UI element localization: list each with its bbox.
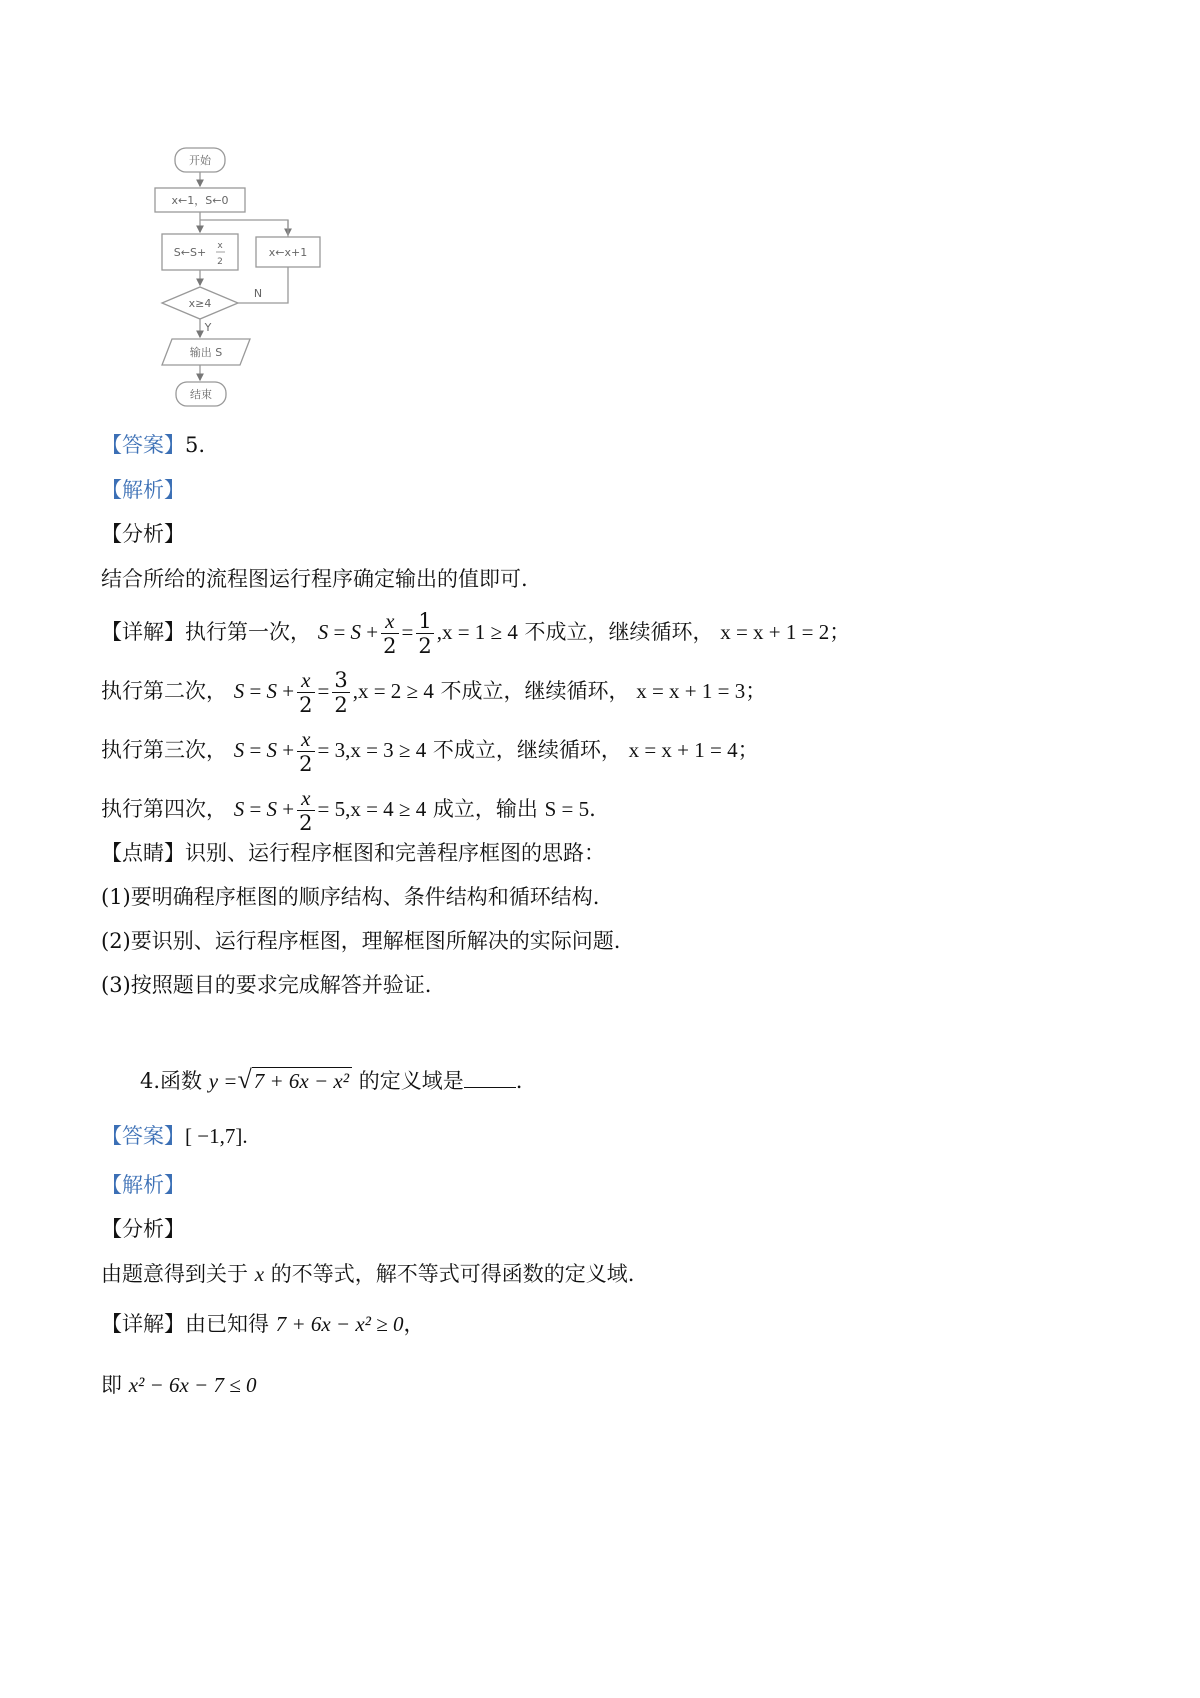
flow-increment-label: x←x+1 [268,246,308,259]
q4-suffix: 的定义域是 [358,1069,464,1093]
step-update: x = x + 1 = 3 [636,679,746,703]
q3-analysis-text: 结合所给的流程图运行程序确定输出的值即可. [101,567,528,591]
detail-end: ， [403,1312,425,1336]
flowchart [150,140,350,430]
flow-output-label: 输出 S [189,346,223,359]
answer-value: [ −1,7]. [185,1124,248,1148]
step-result-num: 3 [334,668,348,692]
q4-number: 4.函数 [140,1069,203,1093]
q3-point-2: (2)要识别、运行程序框图，理解框图所解决的实际问题. [101,929,621,953]
flow-yes-label: Y [204,321,212,334]
flow-end-label: 结束 [190,388,212,401]
step-end: ； [737,738,759,762]
step-mid: 成立，输出 [432,797,538,821]
q4-question: 4.函数 y =√7 + 6x − x² 的定义域是 . [140,1065,523,1094]
q4-next [101,1370,257,1400]
q4-radicand: 7 + 6x − x² [252,1067,352,1094]
analysis-pre: 由题意得到关于 [101,1262,248,1286]
step-lead: 执行第三次， [101,738,227,762]
answer-blank [464,1067,516,1088]
step-cond: ,x = 2 ≥ 4 [352,679,434,703]
q3-point-3: (3)按照题目的要求完成解答并验证. [101,973,432,997]
flow-step-prefix: S←S+ [173,246,207,259]
detail-pre: 由已知得 [185,1312,269,1336]
step-cond: ,x = 1 ≥ 4 [436,620,518,644]
q3-fenxi-tag: 【分析】 [101,522,185,546]
q3-dianjing [101,838,605,868]
answer-value: 5. [185,433,206,457]
dianjing-text: 识别、运行程序框图和完善程序框图的思路： [185,841,605,865]
flow-no-label: N [253,287,263,300]
step-end: ； [745,679,767,703]
next-math: x² − 6x − 7 ≤ 0 [128,1373,257,1397]
next-pre: 即 [101,1373,122,1397]
step-lead: 执行第一次， [185,620,311,644]
step-update: S = 5 [544,797,590,821]
q4-analysis [101,1259,634,1289]
step-result: = 5 [317,797,346,821]
q3-answer-line [101,430,205,460]
step-result-den: 2 [334,693,348,717]
analysis-var: x [254,1262,265,1286]
flow-start-label: 开始 [189,154,211,167]
step-mid: 不成立，继续循环， [524,620,714,644]
q4-period: . [515,1069,523,1093]
step-end: . [589,797,596,821]
dianjing-tag: 【点睛】 [101,841,185,865]
detail-math: 7 + 6x − x² ≥ 0 [275,1312,404,1336]
step-result: = 3 [317,738,346,762]
q4-detail [101,1309,425,1339]
flow-condition-label: x≥4 [188,297,212,310]
step-end: ； [829,620,851,644]
q3-step-1: 【详解】执行第一次， S = S + $\frac{x}{2}$ = $\frac{1}{2}$ ,x = 1 ≥ 4 不成立，继续循环， x = x + 1 = 2； [101,609,851,658]
detail-tag: 【详解】 [101,620,185,644]
step-lead: 执行第四次， [101,797,227,821]
detail-tag: 【详解】 [101,1312,185,1336]
q3-point-1: (1)要明确程序框图的顺序结构、条件结构和循环结构. [101,885,600,909]
q3-step-4: 执行第四次， S = S + $\frac{x}{2}$ = 5,x = 4 ≥ 4 成立，输出 S = 5. [101,786,596,835]
q4-fenxi-tag: 【分析】 [101,1217,185,1241]
q3-jiexi-tag: 【解析】 [101,478,185,502]
q4-func: y = [208,1069,238,1093]
answer-tag: 【答案】 [101,433,185,457]
step-update: x = x + 1 = 2 [720,620,830,644]
analysis-post: 的不等式，解不等式可得函数的定义域. [270,1262,635,1286]
step-lead: 执行第二次， [101,679,227,703]
step-mid: 不成立，继续循环， [440,679,630,703]
step-result-den: 2 [418,634,432,658]
q4-answer-line [101,1121,248,1151]
answer-tag: 【答案】 [101,1124,185,1148]
step-result-num: 1 [418,609,432,633]
q4-jiexi-tag: 【解析】 [101,1173,185,1197]
flow-init-label: x←1，S←0 [171,194,229,207]
flow-step-num: x [217,241,223,251]
step-cond: ,x = 4 ≥ 4 [345,797,427,821]
flow-step-den: 2 [217,257,223,267]
step-update: x = x + 1 = 4 [628,738,738,762]
q3-step-3: 执行第三次， S = S + $\frac{x}{2}$ = 3,x = 3 ≥ 4 不成立，继续循环， x = x + 1 = 4； [101,727,759,776]
step-cond: ,x = 3 ≥ 4 [345,738,427,762]
q3-step-2: 执行第二次， S = S + $\frac{x}{2}$ = $\frac{3}{2}$ ,x = 2 ≥ 4 不成立，继续循环， x = x + 1 = 3； [101,668,767,717]
step-mid: 不成立，继续循环， [432,738,622,762]
